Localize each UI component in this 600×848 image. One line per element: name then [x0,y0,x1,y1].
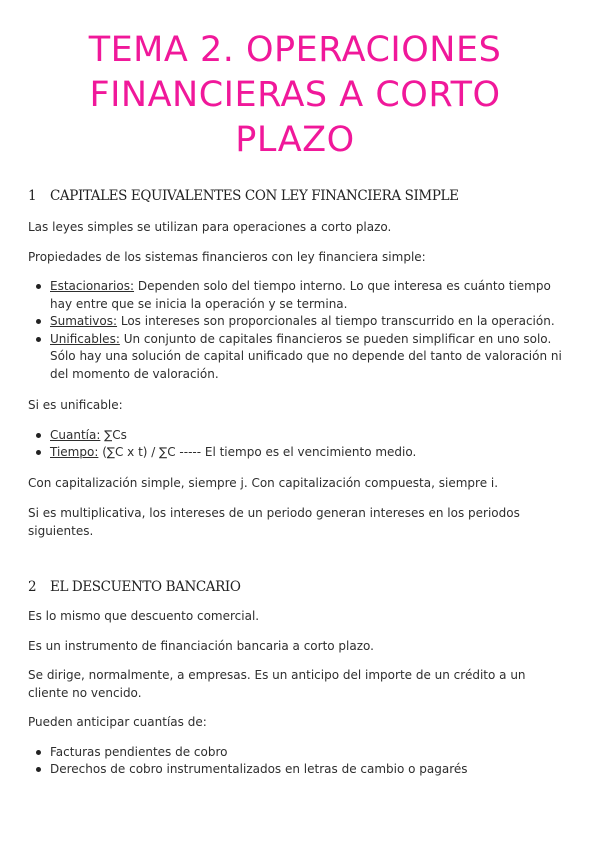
paragraph: Con capitalización simple, siempre j. Con capitalización compuesta, siempre i. [28,475,499,490]
title-line-1: TEMA 2. OPERACIONES [88,30,502,70]
section-2-heading-text: EL DESCUENTO BANCARIO [50,579,241,595]
properties-list [28,278,562,383]
title-line-3: PLAZO [235,120,355,160]
section-2-heading [28,578,562,596]
section-1-heading-text: CAPITALES EQUIVALENTES CON LEY FINANCIERA SIMPLE [50,188,459,204]
list-item [28,444,562,462]
list-item-text: Dependen solo del tiempo interno. Lo que interesa es cuánto tiempo hay entre que se inicia la operación y se termina. [50,279,551,311]
term-cuantia: Cuantía: [50,427,101,442]
list-item-text: Los intereses son proporcionales al tiempo transcurrido en la operación. [117,314,555,328]
list-item-text: (∑C x t) / ∑C ----- El tiempo es el vencimiento medio. [98,445,417,459]
paragraph: Es lo mismo que descuento comercial. [28,609,260,623]
page-title [28,0,562,163]
unificable-list [28,427,562,462]
paragraph: Es un instrumento de financiación bancaria a corto plazo. [28,638,374,653]
section-1-heading [28,187,562,205]
paragraph: Se dirige, normalmente, a empresas. Es un anticipo del importe de un crédito a un cliente no vencido. [28,668,526,700]
list-item [28,427,562,445]
paragraph: Si es multiplicativa, los intereses de un periodo generan intereses en los periodos siguientes. [28,506,520,538]
title-line-2: FINANCIERAS A CORTO [89,75,501,115]
term-estacionarios: Estacionarios: [50,279,135,293]
paragraph: Si es unificable: [28,398,123,412]
paragraph: Pueden anticipar cuantías de: [28,715,207,729]
section-2-number: 2 [28,579,37,595]
list-item: Facturas pendientes de cobro [28,744,562,762]
anticipos-list [28,744,562,779]
paragraph: Las leyes simples se utilizan para operaciones a corto plazo. [28,220,392,234]
paragraph: Propiedades de los sistemas financieros con ley financiera simple: [28,249,426,264]
list-item-text: Un conjunto de capitales financieros se pueden simplificar en uno solo. Sólo hay una solución de capital unificado que no depende del tanto de valoración ni del momento de valoración. [50,331,562,381]
list-item [28,331,562,384]
list-item [28,313,562,331]
section-1-number: 1 [28,188,37,204]
list-item: Derechos de cobro instrumentalizados en letras de cambio o pagarés [28,761,562,779]
term-tiempo: Tiempo: [50,445,99,459]
term-sumativos: Sumativos: [50,314,118,328]
term-unificables: Unificables: [50,331,120,346]
list-item-text: ∑Cs [100,427,127,442]
list-item [28,278,562,313]
